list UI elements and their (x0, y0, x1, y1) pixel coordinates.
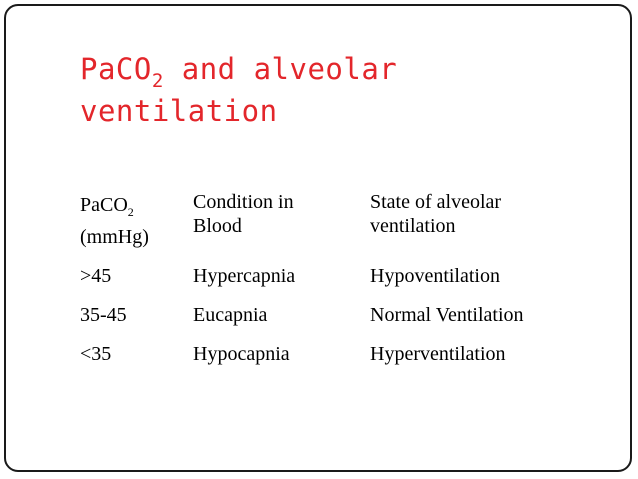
table-row-2-paco2: 35-45 (80, 304, 127, 326)
table-row-2-condition: Eucapnia (193, 304, 268, 326)
header-condition-line2: Blood (193, 215, 242, 237)
table-row-1-state: Hypoventilation (370, 265, 500, 287)
table-row-3-state: Hyperventilation (370, 343, 506, 365)
title-text-rest: and alveolar (163, 52, 398, 86)
header-paco2-subscript: 2 (127, 205, 134, 219)
table-row-2-state: Normal Ventilation (370, 304, 524, 326)
title-subscript: 2 (151, 70, 164, 92)
header-paco2-text: PaCO (80, 194, 128, 216)
header-state-line2: ventilation (370, 215, 456, 237)
table-row-1-condition: Hypercapnia (193, 265, 296, 287)
header-condition-line1: Condition in (193, 191, 294, 213)
header-unit: (mmHg) (80, 226, 149, 248)
header-state-line1: State of alveolar (370, 191, 502, 213)
slide-title (80, 48, 600, 132)
title-line-2: ventilation (80, 94, 278, 128)
title-text: PaCO (80, 52, 152, 86)
header-paco2 (80, 193, 134, 217)
table-row-3-condition: Hypocapnia (193, 343, 290, 365)
table-row-3-paco2: <35 (80, 343, 112, 365)
table-row-1-paco2: >45 (80, 265, 112, 287)
